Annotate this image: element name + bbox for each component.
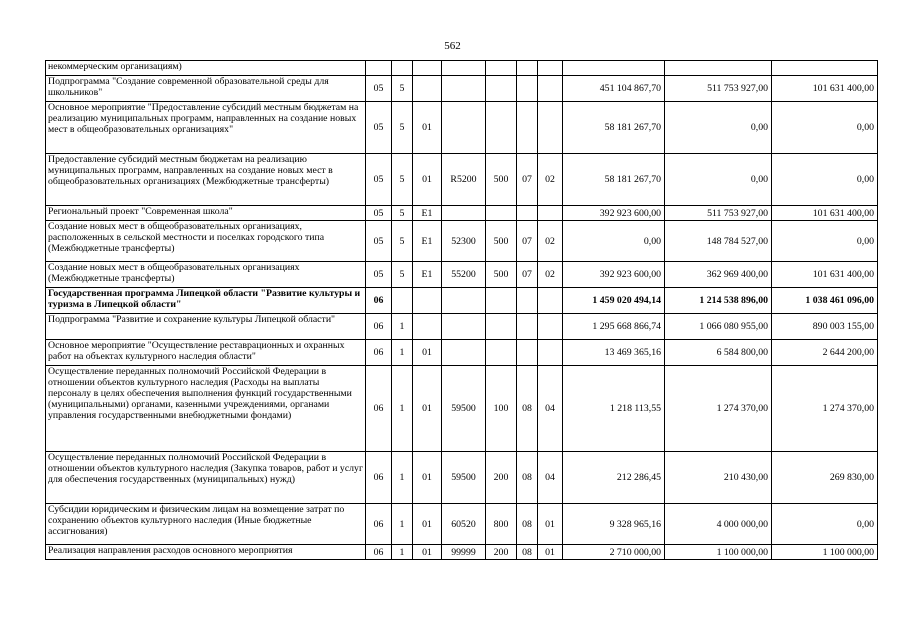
cell-subprogram: 5: [392, 206, 413, 221]
cell-section: 08: [517, 366, 538, 452]
cell-amount-year2: 6 584 800,00: [665, 340, 772, 366]
cell-subsection: [538, 314, 563, 340]
cell-subsection: [538, 340, 563, 366]
cell-amount-year1: [563, 61, 665, 76]
cell-amount-year1: 9 328 965,16: [563, 504, 665, 545]
table-body: [46, 61, 878, 560]
cell-direction: 55200: [442, 262, 486, 288]
cell-amount-year1: 392 923 600,00: [563, 206, 665, 221]
cell-direction: [442, 61, 486, 76]
cell-subsection: [538, 288, 563, 314]
table-row: [46, 206, 878, 221]
cell-section: 08: [517, 504, 538, 545]
table-row: [46, 154, 878, 206]
table-row: [46, 61, 878, 76]
cell-amount-year3: 101 631 400,00: [772, 76, 878, 102]
cell-direction: 60520: [442, 504, 486, 545]
cell-amount-year3: 269 830,00: [772, 452, 878, 504]
cell-expense-type: [486, 102, 517, 154]
cell-amount-year2: 148 784 527,00: [665, 221, 772, 262]
cell-amount-year2: 362 969 400,00: [665, 262, 772, 288]
cell-event: E1: [413, 206, 442, 221]
cell-direction: 59500: [442, 452, 486, 504]
cell-event: [413, 314, 442, 340]
cell-event: 01: [413, 102, 442, 154]
cell-subsection: 01: [538, 545, 563, 560]
table-row: [46, 76, 878, 102]
cell-name: Подпрограмма "Создание современной образовательной среды для школьников": [46, 76, 366, 102]
cell-amount-year1: 392 923 600,00: [563, 262, 665, 288]
cell-amount-year2: 1 214 538 896,00: [665, 288, 772, 314]
cell-section: [517, 76, 538, 102]
cell-amount-year1: 1 218 113,55: [563, 366, 665, 452]
table-row: [46, 102, 878, 154]
cell-subprogram: 1: [392, 545, 413, 560]
cell-event: [413, 61, 442, 76]
cell-event: 01: [413, 366, 442, 452]
cell-program: 06: [366, 288, 392, 314]
cell-subprogram: [392, 61, 413, 76]
cell-subprogram: 1: [392, 340, 413, 366]
cell-subprogram: 1: [392, 504, 413, 545]
table-row: [46, 452, 878, 504]
budget-table: [45, 60, 878, 560]
cell-amount-year3: 101 631 400,00: [772, 262, 878, 288]
cell-expense-type: 500: [486, 262, 517, 288]
cell-expense-type: 500: [486, 221, 517, 262]
cell-subsection: [538, 76, 563, 102]
cell-section: 08: [517, 452, 538, 504]
cell-expense-type: 100: [486, 366, 517, 452]
cell-program: 06: [366, 545, 392, 560]
cell-subsection: 04: [538, 452, 563, 504]
cell-name: Субсидии юридическим и физическим лицам на возмещение затрат по сохранению объектов культурного наследия (Иные бюджетные ассигнования): [46, 504, 366, 545]
page-number: 562: [444, 40, 461, 52]
cell-subsection: 02: [538, 262, 563, 288]
cell-name: Государственная программа Липецкой области "Развитие культуры и туризма в Липецкой области": [46, 288, 366, 314]
cell-subprogram: 1: [392, 314, 413, 340]
cell-amount-year2: 0,00: [665, 154, 772, 206]
cell-amount-year3: 1 100 000,00: [772, 545, 878, 560]
cell-subsection: [538, 61, 563, 76]
cell-amount-year2: 0,00: [665, 102, 772, 154]
cell-name: Создание новых мест в общеобразовательных организациях, расположенных в сельской местности и поселках городского типа (Межбюджетные трансферты): [46, 221, 366, 262]
cell-event: [413, 288, 442, 314]
cell-direction: 99999: [442, 545, 486, 560]
cell-program: 06: [366, 340, 392, 366]
cell-amount-year1: 0,00: [563, 221, 665, 262]
cell-section: [517, 206, 538, 221]
table-row: [46, 340, 878, 366]
cell-direction: [442, 102, 486, 154]
cell-name: Реализация направления расходов основного мероприятия: [46, 545, 366, 560]
cell-section: 07: [517, 154, 538, 206]
cell-amount-year3: 0,00: [772, 504, 878, 545]
cell-direction: [442, 76, 486, 102]
cell-name: некоммерческим организациям): [46, 61, 366, 76]
cell-event: 01: [413, 504, 442, 545]
cell-event: 01: [413, 340, 442, 366]
cell-amount-year1: 58 181 267,70: [563, 102, 665, 154]
cell-subprogram: 5: [392, 102, 413, 154]
cell-program: 05: [366, 76, 392, 102]
table-row: [46, 545, 878, 560]
cell-amount-year3: 0,00: [772, 102, 878, 154]
cell-amount-year1: 58 181 267,70: [563, 154, 665, 206]
cell-expense-type: [486, 288, 517, 314]
cell-event: 01: [413, 452, 442, 504]
table-row: [46, 262, 878, 288]
cell-subprogram: 1: [392, 366, 413, 452]
cell-amount-year3: 0,00: [772, 154, 878, 206]
cell-event: 01: [413, 545, 442, 560]
cell-event: E1: [413, 262, 442, 288]
cell-name: Подпрограмма "Развитие и сохранение культуры Липецкой области": [46, 314, 366, 340]
cell-section: 07: [517, 262, 538, 288]
cell-subprogram: 5: [392, 154, 413, 206]
cell-amount-year1: 212 286,45: [563, 452, 665, 504]
cell-direction: 52300: [442, 221, 486, 262]
cell-section: [517, 340, 538, 366]
cell-subsection: [538, 206, 563, 221]
cell-subprogram: [392, 288, 413, 314]
cell-amount-year2: 511 753 927,00: [665, 206, 772, 221]
cell-program: 06: [366, 366, 392, 452]
cell-amount-year2: 1 100 000,00: [665, 545, 772, 560]
table-row: [46, 288, 878, 314]
cell-amount-year3: 0,00: [772, 221, 878, 262]
cell-amount-year3: 1 038 461 096,00: [772, 288, 878, 314]
cell-expense-type: 800: [486, 504, 517, 545]
cell-program: 06: [366, 504, 392, 545]
cell-subsection: 01: [538, 504, 563, 545]
cell-program: 05: [366, 221, 392, 262]
cell-amount-year2: 1 274 370,00: [665, 366, 772, 452]
cell-amount-year2: [665, 61, 772, 76]
cell-amount-year1: 2 710 000,00: [563, 545, 665, 560]
cell-section: [517, 314, 538, 340]
cell-direction: [442, 206, 486, 221]
table-row: [46, 504, 878, 545]
cell-program: [366, 61, 392, 76]
cell-event: 01: [413, 154, 442, 206]
cell-program: 05: [366, 262, 392, 288]
cell-direction: [442, 288, 486, 314]
cell-name: Осуществление переданных полномочий Российской Федерации в отношении объектов культурного наследия (Расходы на выплаты персоналу в целях обеспечения выполнения функций государственными (муниципальными) органами, казенными учреждениями, органами управления государственными внебюджетными фондами): [46, 366, 366, 452]
cell-section: 07: [517, 221, 538, 262]
cell-section: [517, 61, 538, 76]
cell-subprogram: 5: [392, 76, 413, 102]
cell-expense-type: 200: [486, 545, 517, 560]
cell-name: Региональный проект "Современная школа": [46, 206, 366, 221]
cell-expense-type: 500: [486, 154, 517, 206]
cell-amount-year2: 1 066 080 955,00: [665, 314, 772, 340]
cell-name: Предоставление субсидий местным бюджетам на реализацию муниципальных программ, направленных на создание новых мест в общеобразовательных организациях (Межбюджетные трансферты): [46, 154, 366, 206]
table-row: [46, 314, 878, 340]
table-row: [46, 221, 878, 262]
cell-amount-year2: 4 000 000,00: [665, 504, 772, 545]
cell-expense-type: [486, 206, 517, 221]
cell-amount-year1: 13 469 365,16: [563, 340, 665, 366]
cell-program: 05: [366, 102, 392, 154]
cell-amount-year3: 890 003 155,00: [772, 314, 878, 340]
cell-subsection: [538, 102, 563, 154]
cell-expense-type: 200: [486, 452, 517, 504]
cell-direction: [442, 340, 486, 366]
cell-section: 08: [517, 545, 538, 560]
cell-name: Осуществление переданных полномочий Российской Федерации в отношении объектов культурного наследия (Закупка товаров, работ и услуг для обеспечения государственных (муниципальных) нужд): [46, 452, 366, 504]
cell-amount-year2: 210 430,00: [665, 452, 772, 504]
cell-name: Создание новых мест в общеобразовательных организациях (Межбюджетные трансферты): [46, 262, 366, 288]
cell-program: 05: [366, 154, 392, 206]
cell-direction: 59500: [442, 366, 486, 452]
cell-subsection: 02: [538, 221, 563, 262]
cell-expense-type: [486, 314, 517, 340]
cell-expense-type: [486, 61, 517, 76]
cell-amount-year1: 1 295 668 866,74: [563, 314, 665, 340]
cell-direction: [442, 314, 486, 340]
cell-amount-year2: 511 753 927,00: [665, 76, 772, 102]
cell-amount-year1: 1 459 020 494,14: [563, 288, 665, 314]
cell-expense-type: [486, 76, 517, 102]
cell-subprogram: 1: [392, 452, 413, 504]
cell-name: Основное мероприятие "Осуществление реставрационных и охранных работ на объектах культурного наследия области": [46, 340, 366, 366]
cell-program: 06: [366, 452, 392, 504]
cell-name: Основное мероприятие "Предоставление субсидий местным бюджетам на реализацию муниципальных программ, направленных на создание новых мест в общеобразовательных организациях": [46, 102, 366, 154]
cell-amount-year3: 2 644 200,00: [772, 340, 878, 366]
cell-event: E1: [413, 221, 442, 262]
cell-amount-year3: 1 274 370,00: [772, 366, 878, 452]
cell-program: 05: [366, 206, 392, 221]
cell-event: [413, 76, 442, 102]
cell-expense-type: [486, 340, 517, 366]
cell-program: 06: [366, 314, 392, 340]
cell-section: [517, 102, 538, 154]
cell-amount-year1: 451 104 867,70: [563, 76, 665, 102]
cell-subprogram: 5: [392, 221, 413, 262]
table-row: [46, 366, 878, 452]
cell-subsection: 02: [538, 154, 563, 206]
cell-section: [517, 288, 538, 314]
cell-subprogram: 5: [392, 262, 413, 288]
cell-amount-year3: 101 631 400,00: [772, 206, 878, 221]
cell-direction: R5200: [442, 154, 486, 206]
cell-amount-year3: [772, 61, 878, 76]
cell-subsection: 04: [538, 366, 563, 452]
